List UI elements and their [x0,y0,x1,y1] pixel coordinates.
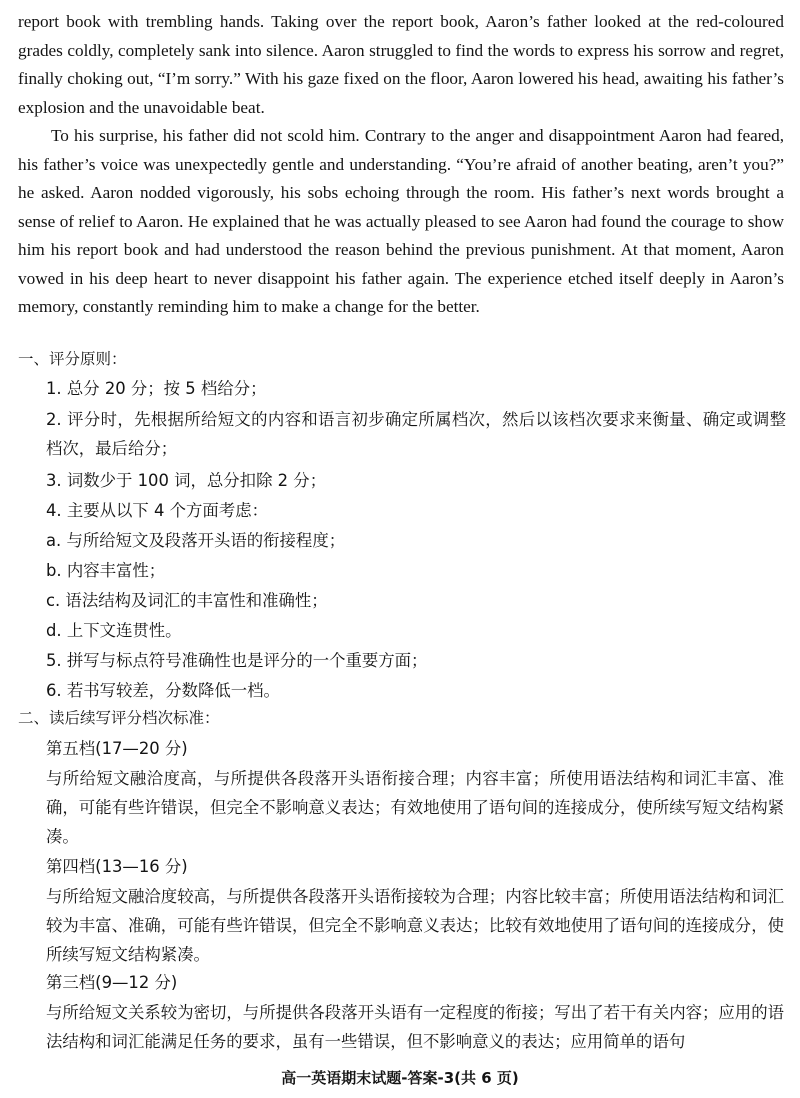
level-3-title: 第三档(9—12 分) [46,973,178,992]
scoring-aspect-b: b. 内容丰富性； [46,561,166,580]
scoring-rule-5: 5. 拼写与标点符号准确性也是评分的一个重要方面； [46,651,428,670]
scoring-rule-4: 4. 主要从以下 4 个方面考虑： [46,501,268,520]
level-4-title: 第四档(13—16 分) [46,857,188,876]
scoring-rule-2: 2. 评分时，先根据所给短文的内容和语言初步确定所属档次，然后以该档次要求来衡量、确定或调整档次，最后给分； [46,410,786,458]
scoring-rule-3: 3. 词数少于 100 词，总分扣除 2 分； [46,471,327,490]
scoring-rule-6: 6. 若书写较差，分数降低一档。 [46,681,280,700]
section-2-heading: 二、读后续写评分档次标准： [18,709,220,727]
scoring-rule-1: 1. 总分 20 分；按 5 档给分； [46,379,267,398]
scoring-aspect-c: c. 语法结构及词汇的丰富性和准确性； [46,591,328,610]
scoring-aspect-a: a. 与所给短文及段落开头语的衔接程度； [46,531,346,550]
scoring-aspect-d: d. 上下文连贯性。 [46,621,182,640]
page-footer: 高一英语期末试题-答案-3(共 6 页) [281,1069,519,1087]
section-1-heading: 一、评分原则： [18,350,127,368]
level-3-description: 与所给短文关系较为密切，与所提供各段落开头语有一定程度的衔接；写出了若干有关内容；应用的语法结构和词汇能满足任务的要求，虽有一些错误，但不影响意义的表达；应用简单的语句 [46,1003,784,1051]
level-5-title: 第五档(17—20 分) [46,739,188,758]
story-paragraph-1: report book with trembling hands. Taking over the report book, Aaron’s father looked at the red-coloured grades coldly, completely sank into silence. Aaron struggled to find the words to express his sorrow and regret, finally choking out, “I’m sorry.” With his gaze fixed on the floor, Aaron lowered his head, awaiting his father’s explosion and the unavoidable beat. [18,12,784,117]
level-5-description: 与所给短文融洽度高，与所提供各段落开头语衔接合理；内容丰富；所使用语法结构和词汇丰富、准确，可能有些许错误，但完全不影响意义表达；有效地使用了语句间的连接成分，使所续写短文结构紧凑。 [46,769,784,846]
story-paragraph-2: To his surprise, his father did not scold him. Contrary to the anger and disappointment Aaron had feared, his father’s voice was unexpectedly gentle and understanding. “You’re afraid of another beating, aren’t you?” he asked. Aaron nodded vigorously, his sobs echoing through the room. His father’s next words brought a sense of relief to Aaron. He explained that he was actually pleased to see Aaron had found the courage to show him his report book and had understood the reason behind the previous punishment. At that moment, Aaron vowed in his deep heart to never disappoint his father again. The experience etched itself deeply in Aaron’s memory, constantly reminding him to make a change for the better. [18,126,784,316]
level-4-description: 与所给短文融洽度较高，与所提供各段落开头语衔接较为合理；内容比较丰富；所使用语法结构和词汇较为丰富、准确，可能有些许错误，但完全不影响意义表达；比较有效地使用了语句间的连接成分，使所续写短文结构紧凑。 [46,887,784,964]
